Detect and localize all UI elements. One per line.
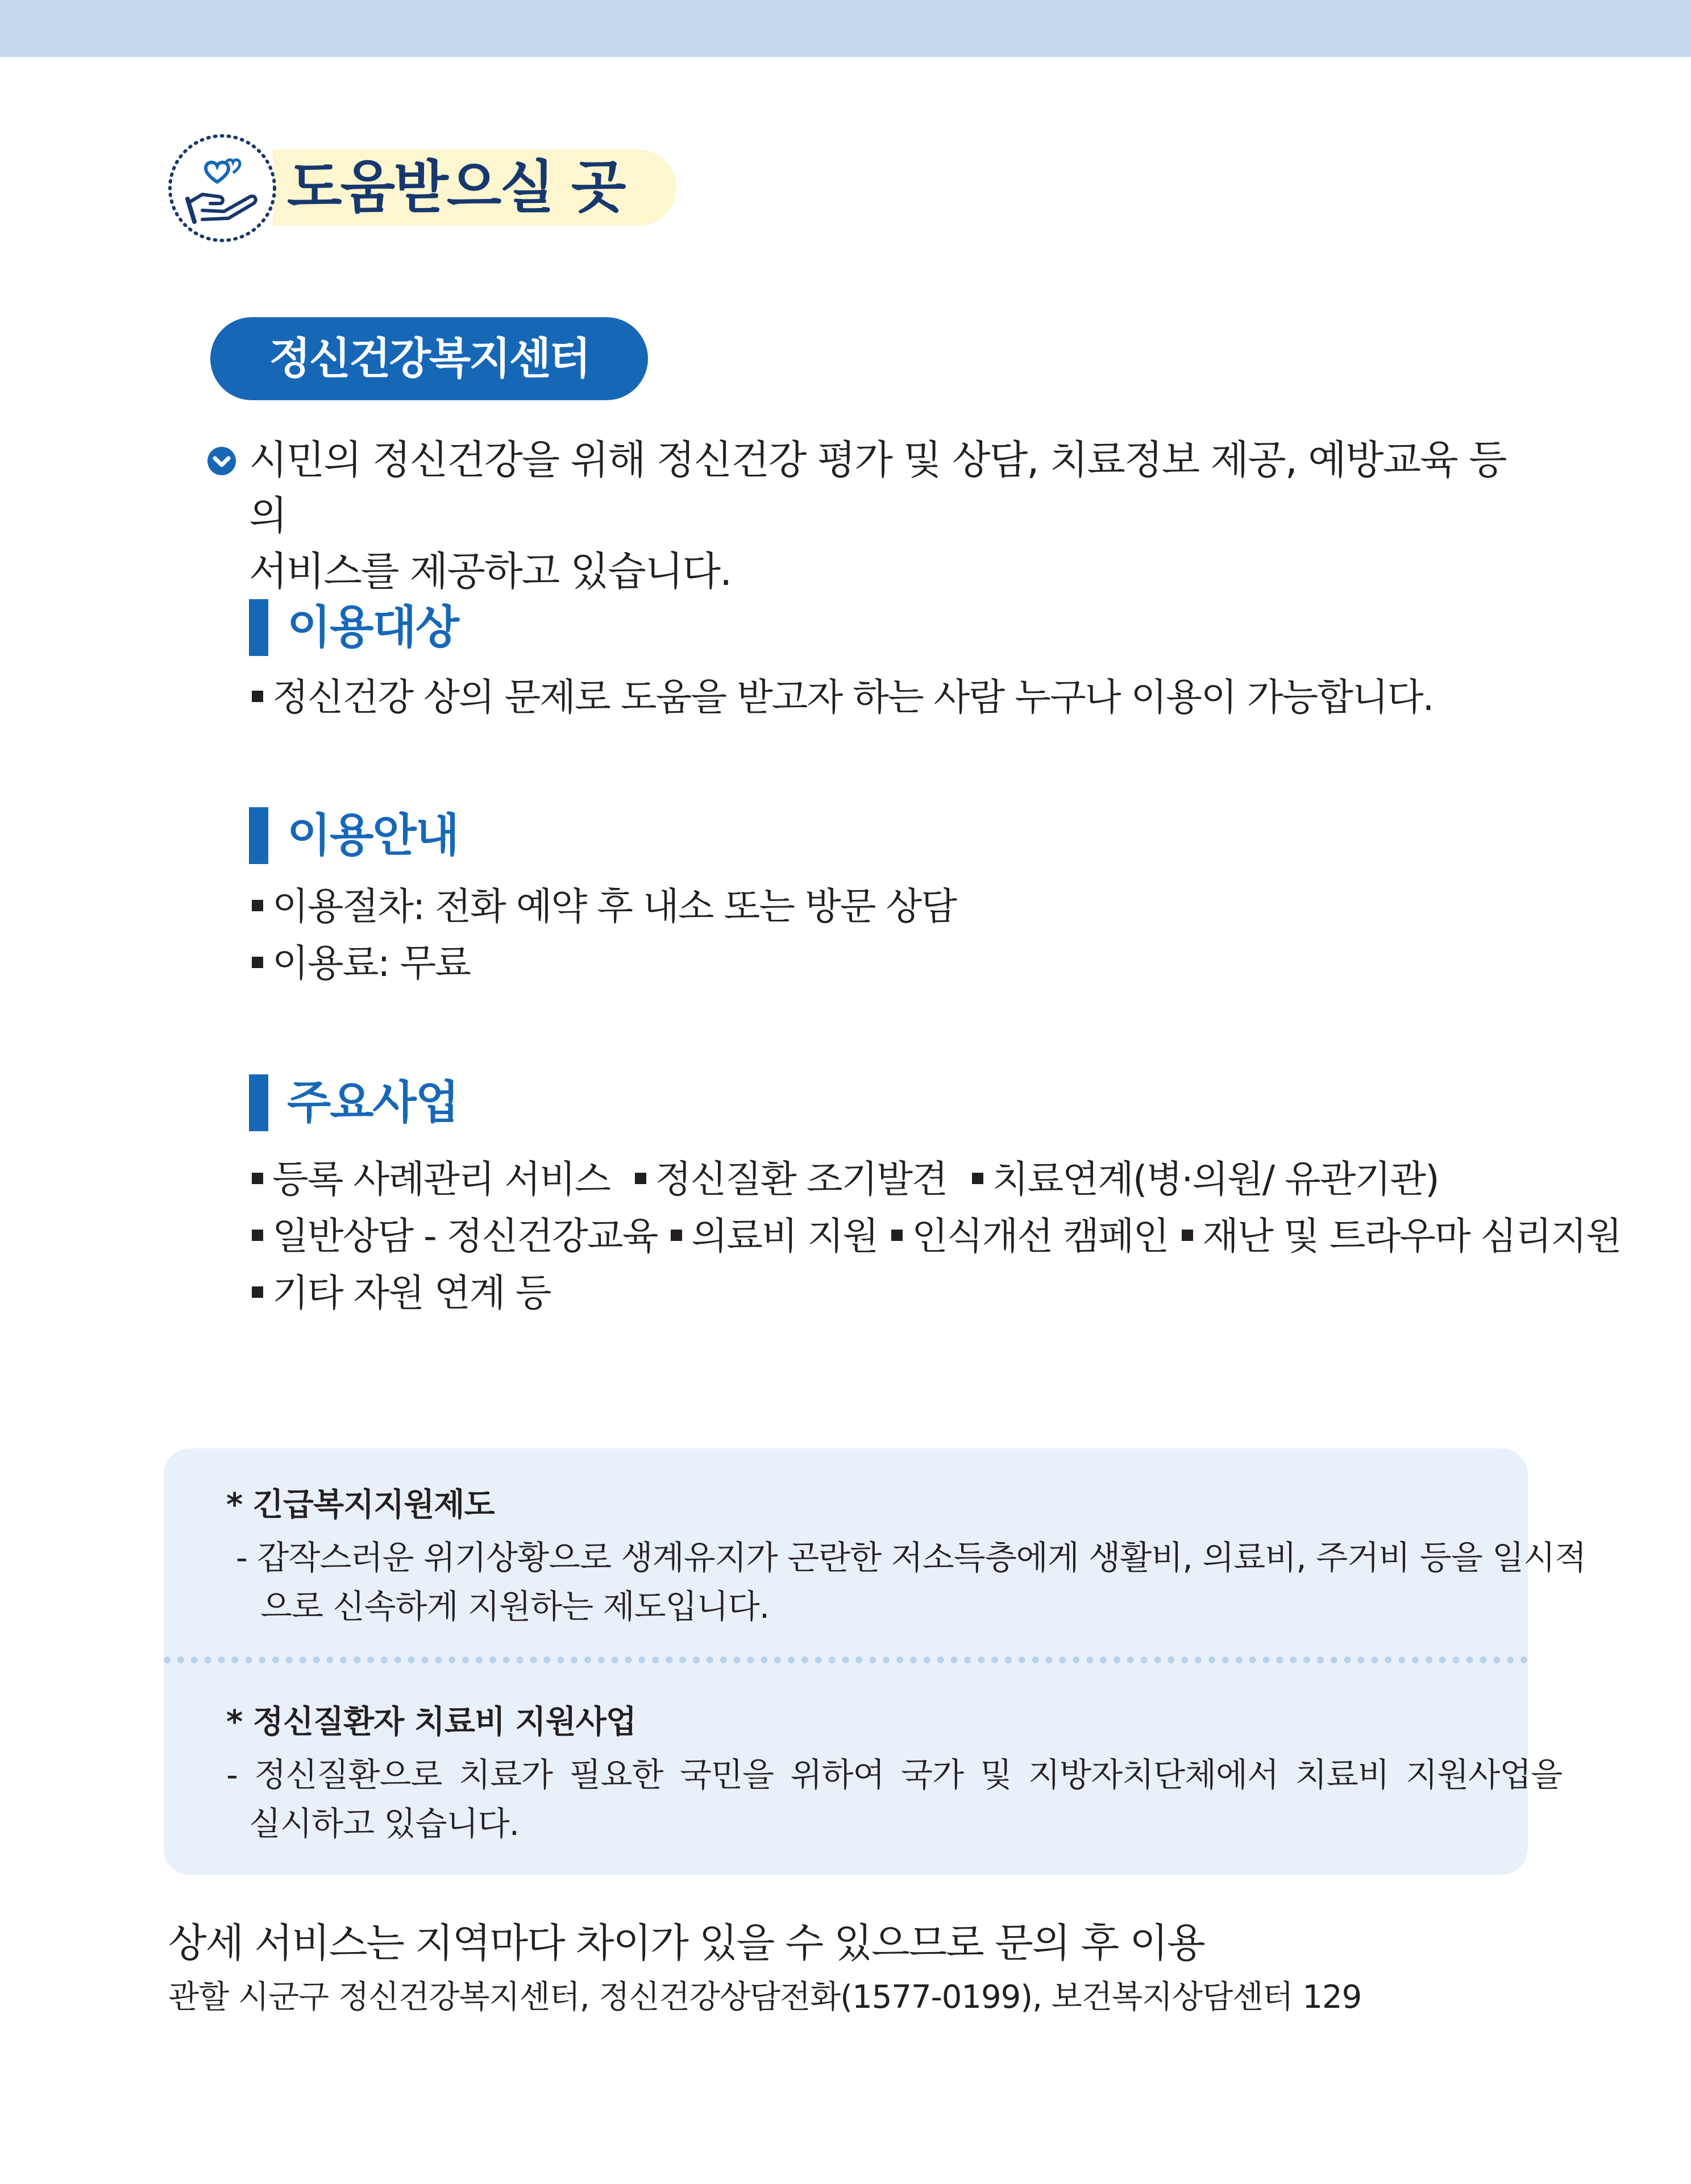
heart-hand-icon [167,133,277,243]
bullet-square-icon [252,1286,263,1298]
section-bar [249,1074,268,1131]
bullet-square-icon [891,1230,903,1241]
list-item: 정신질환 조기발견 [655,1157,947,1201]
program-row [252,1268,550,1319]
intro-line: 시민의 정신건강을 위해 정신건강 평가 및 상담, 치료정보 제공, 예방교육 등의 [249,437,1506,539]
bullet-square-icon [252,900,263,911]
info-text: 실시하고 있습니다. [249,1804,520,1843]
section-title-target: 이용대상 [287,601,459,654]
center-name: 정신건강복지센터 [269,333,589,384]
list-item: 정신건강 상의 문제로 도움을 받고자 하는 사람 누구나 이용이 가능합니다. [252,672,1433,723]
section-title-programs: 주요사업 [287,1076,459,1129]
intro-text [249,432,1534,599]
bullet-square-icon [252,957,263,968]
list-item: 인식개선 캠페인 [912,1214,1169,1258]
section-bar [249,807,268,864]
bullet-square-icon [972,1173,983,1184]
list-item: 일반상담 - 정신건강교육 [272,1214,658,1258]
dotted-divider [164,1656,1528,1663]
list-item: 이용료: 무료 [252,938,470,989]
bullet-square-icon [671,1230,682,1241]
info-title-emergency: * 긴급복지지원제도 [226,1487,495,1523]
bullet-square-icon [1182,1230,1193,1241]
top-band [0,0,1691,57]
section-title-guide: 이용안내 [287,809,459,862]
intro-line: 서비스를 제공하고 있습니다. [249,548,732,595]
check-circle-icon [206,446,237,476]
footer-contacts: 관할 시군구 정신건강복지센터, 정신건강상담전화(1577-0199), 보건복지상담센터 129 [168,1979,1362,2016]
page-title: 도움받으실 곳 [287,154,625,221]
info-title-treatment: * 정신질환자 치료비 지원사업 [226,1704,636,1741]
section-bar [249,599,268,656]
bullet-square-icon [635,1173,646,1184]
list-item: 기타 자원 연계 등 [272,1271,551,1315]
bullet-square-icon [252,1173,263,1184]
list-item: 치료연계(병·의원/ 유관기관) [992,1157,1439,1201]
program-row [252,1154,1439,1205]
bullet-square-icon [252,1230,263,1241]
bullet-square-icon [252,691,263,702]
list-item: 재난 및 트라우마 심리지원 [1202,1214,1621,1258]
list-item: 이용절차: 전화 예약 후 내소 또는 방문 상담 [252,881,956,932]
list-item: 등록 사례관리 서비스 [272,1157,610,1201]
info-text: 으로 신속하게 지원하는 제도입니다. [260,1587,770,1626]
program-row [252,1211,1621,1262]
info-text: - 정신질환으로 치료가 필요한 국민을 위하여 국가 및 지방자치단체에서 치료비 지원사업을 [226,1755,1563,1794]
info-text: - 갑작스러운 위기상황으로 생계유지가 곤란한 저소득층에게 생활비, 의료비, 주거비 등을 일시적 [236,1538,1586,1577]
footer-notice: 상세 서비스는 지역마다 차이가 있을 수 있으므로 문의 후 이용 [168,1920,1204,1966]
list-item: 의료비 지원 [691,1214,878,1258]
